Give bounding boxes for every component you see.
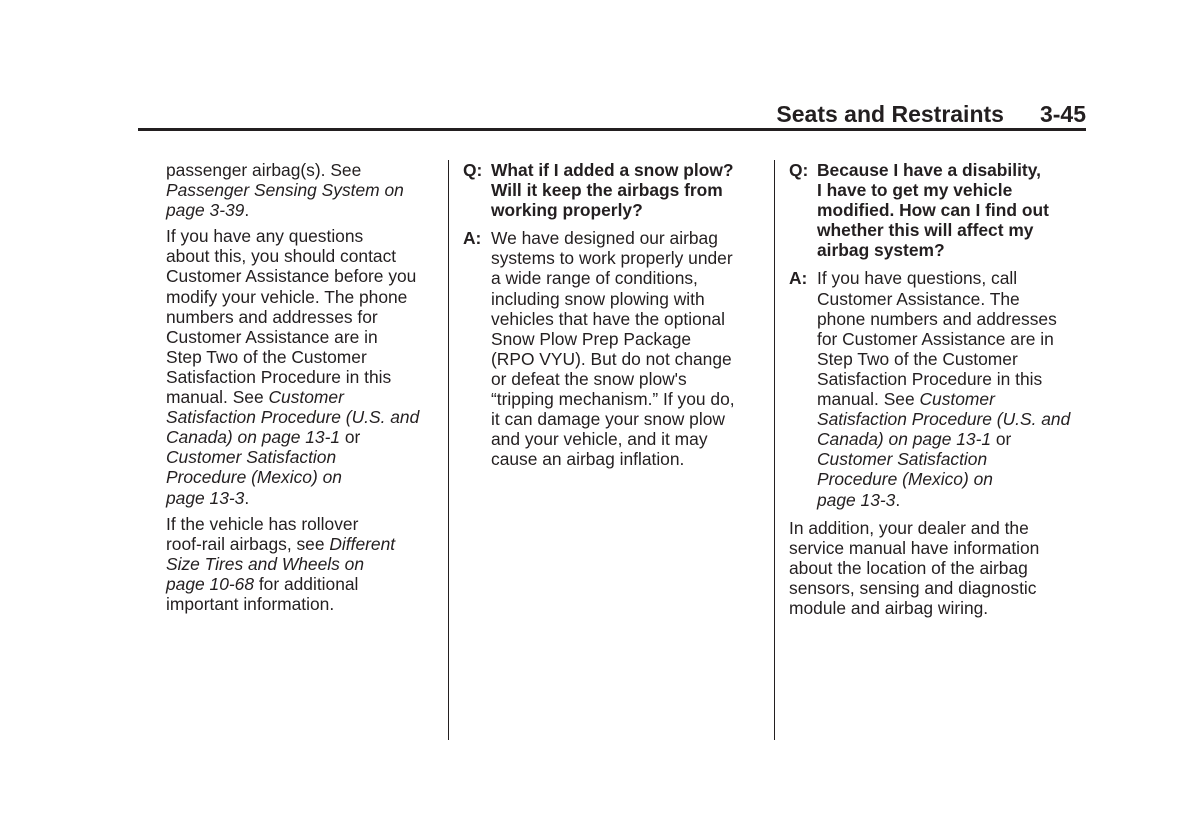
text-line: sensors, sensing and diagnostic (789, 577, 1037, 598)
column-1 (166, 160, 441, 620)
text-line: it can damage your snow plow (491, 409, 725, 430)
text-fragment: or (340, 427, 361, 448)
cross-reference: Customer (268, 387, 344, 408)
text-line: phone numbers and addresses (817, 308, 1057, 329)
text-line: Step Two of the Customer (166, 346, 367, 367)
text-fragment: or (991, 429, 1012, 450)
text-line: Satisfaction Procedure in this (817, 368, 1043, 389)
cross-reference: page 10-68 (166, 573, 254, 594)
text-line: vehicles that have the optional (491, 308, 725, 329)
text-line: working properly? (491, 200, 643, 221)
text-fragment: . (895, 489, 901, 510)
text-line: In addition, your dealer and the (789, 517, 1029, 538)
answer (789, 268, 1094, 509)
text-fragment: for additional (254, 573, 359, 594)
text-line: modify your vehicle. The phone (166, 286, 408, 307)
text-line: I have to get my vehicle (817, 180, 1013, 201)
text-line: cause an airbag inflation. (491, 449, 685, 470)
paragraph (166, 160, 441, 220)
column-3 (789, 160, 1094, 624)
text-line: including snow plowing with (491, 288, 705, 309)
text-line: Customer Assistance before you (166, 266, 417, 287)
text-line: What if I added a snow plow? (491, 160, 734, 180)
text-line: Snow Plow Prep Package (491, 328, 692, 349)
section-title: Seats and Restraints (776, 101, 1004, 127)
text-line: Satisfaction Procedure in this (166, 366, 392, 387)
text-line: about this, you should contact (166, 246, 397, 267)
cross-reference: Customer Satisfaction (817, 449, 988, 470)
text-fragment: manual. See (166, 387, 269, 408)
text-line: Customer Assistance are in (166, 326, 378, 347)
paragraph (789, 518, 1094, 618)
text-line: Because I have a disability, (817, 160, 1041, 180)
text-line: a wide range of conditions, (491, 268, 698, 289)
cross-reference: Customer (919, 389, 995, 410)
text-line: whether this will affect my (817, 220, 1034, 241)
answer-label: A: (463, 228, 482, 249)
cross-reference: Satisfaction Procedure (U.S. and (817, 409, 1071, 430)
text-line: for Customer Assistance are in (817, 328, 1054, 349)
cross-reference: Size Tires and Wheels on (166, 553, 364, 574)
text-fragment: . (244, 200, 250, 221)
paragraph (166, 514, 441, 614)
text-line: important information. (166, 593, 335, 614)
text-line: airbag system? (817, 240, 945, 261)
column-divider (774, 160, 775, 740)
page-number: 3-45 (1039, 101, 1086, 127)
question-label: Q: (789, 160, 809, 180)
page-header (776, 101, 1086, 128)
text-line: about the location of the airbag (789, 557, 1028, 578)
cross-reference: Different (329, 533, 396, 554)
cross-reference: Procedure (Mexico) on (817, 469, 993, 490)
column-divider (448, 160, 449, 740)
text-line: service manual have information (789, 537, 1040, 558)
text-line: numbers and addresses for (166, 306, 378, 327)
text-line: If you have any questions (166, 226, 364, 247)
text-line: We have designed our airbag (491, 228, 718, 249)
answer-label: A: (789, 268, 808, 289)
cross-reference: page 3-39 (166, 200, 245, 221)
cross-reference: page 13-3 (166, 487, 245, 508)
cross-reference: page 13-3 (817, 489, 896, 510)
text-line: and your vehicle, and it may (491, 429, 708, 450)
text-fragment: roof-rail airbags, see (166, 533, 330, 554)
cross-reference: Passenger Sensing System on (166, 180, 404, 201)
cross-reference: Satisfaction Procedure (U.S. and (166, 407, 420, 428)
text-line: (RPO VYU). But do not change (491, 348, 732, 369)
text-line: Customer Assistance. The (817, 288, 1020, 309)
text-line: module and airbag wiring. (789, 597, 989, 618)
cross-reference: Customer Satisfaction (166, 447, 337, 468)
question (463, 160, 758, 220)
question (789, 160, 1094, 260)
text-line: systems to work properly under (491, 248, 733, 269)
text-line: or defeat the snow plow's (491, 368, 687, 389)
text-fragment: . (244, 487, 250, 508)
answer (463, 228, 758, 469)
text-line: “tripping mechanism.” If you do, (491, 389, 735, 410)
text-line: passenger airbag(s). See (166, 160, 362, 180)
text-line: If the vehicle has rollover (166, 513, 359, 534)
text-fragment: manual. See (817, 389, 920, 410)
text-line: If you have questions, call (817, 268, 1018, 289)
text-line: Step Two of the Customer (817, 348, 1018, 369)
column-2 (463, 160, 758, 477)
paragraph (166, 226, 441, 507)
cross-reference: Canada) on page 13-1 (166, 427, 341, 448)
cross-reference: Canada) on page 13-1 (817, 429, 992, 450)
cross-reference: Procedure (Mexico) on (166, 467, 342, 488)
header-rule (138, 128, 1086, 131)
text-line: Will it keep the airbags from (491, 180, 723, 201)
text-line: modified. How can I find out (817, 200, 1049, 221)
question-label: Q: (463, 160, 483, 180)
